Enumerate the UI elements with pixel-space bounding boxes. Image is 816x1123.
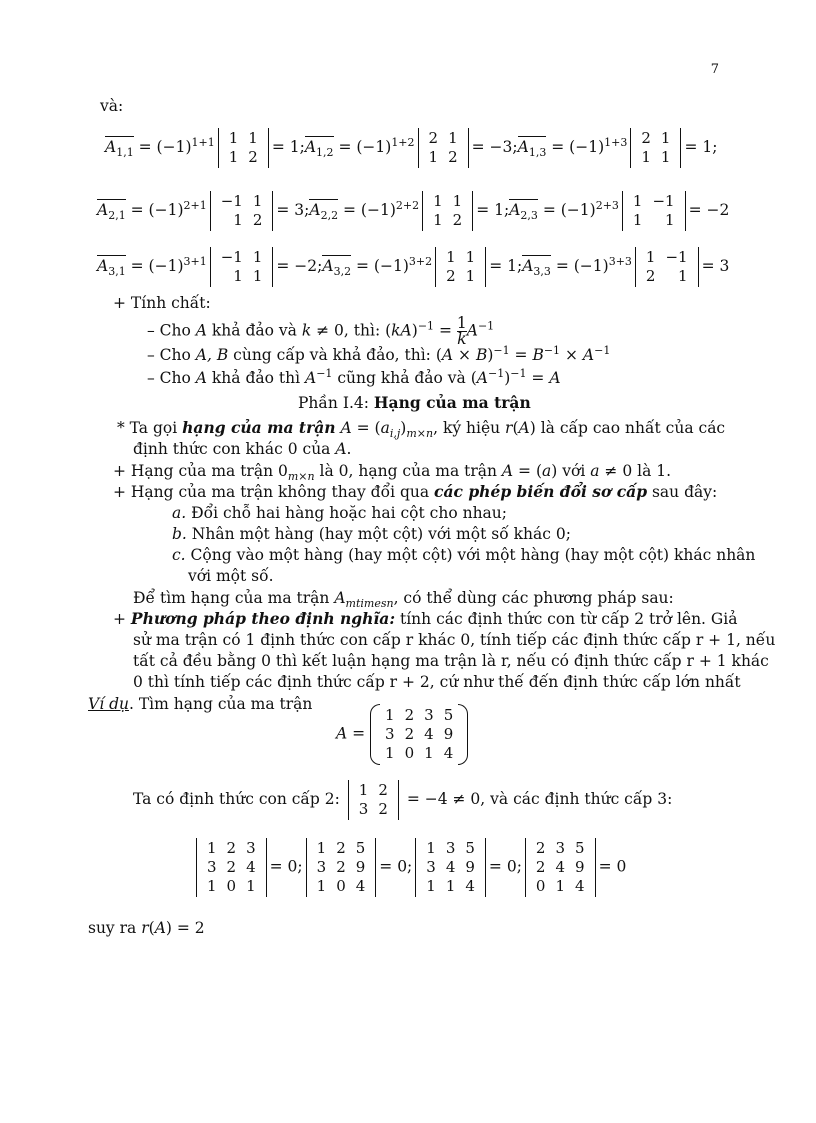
definition-line-2: định thức con khác 0 của A. xyxy=(133,440,352,458)
determinant-cell: −1 xyxy=(652,192,675,210)
determinant-cell: 1 xyxy=(555,877,566,895)
method-line-4: 0 thì tính tiếp các định thức cấp r + 2, cứ như thế đến định thức cấp lớn nhất xyxy=(133,673,741,691)
determinant-cell: 1 xyxy=(207,839,217,857)
determinant-cell: 3 xyxy=(358,800,369,818)
determinant xyxy=(635,247,699,287)
determinant-cell: 1 xyxy=(641,148,651,166)
determinant-cell: 1 xyxy=(233,267,243,285)
determinant xyxy=(622,191,686,231)
matrix-cell: 9 xyxy=(443,725,454,743)
determinant xyxy=(435,247,486,287)
determinant-cell: 1 xyxy=(678,267,688,285)
determinant-cell: 3 xyxy=(426,858,436,876)
determinant-cell: 2 xyxy=(336,858,346,876)
matrix-cell: 1 xyxy=(385,706,395,724)
determinant-cell: 2 xyxy=(448,148,458,166)
determinant-cell: 3 xyxy=(246,839,256,857)
determinant-cell: 1 xyxy=(446,248,456,266)
determinant-cell: 1 xyxy=(252,267,263,285)
determinant-cell: 1 xyxy=(246,877,256,895)
matrix-cell: 1 xyxy=(385,744,395,762)
determinant-value: = 0; xyxy=(488,857,522,876)
cofactor-term: $A_{2,3} = (-1)^{2+3}$ 1 −1 1 1 = −2 xyxy=(509,192,730,229)
determinant xyxy=(218,128,269,168)
determinant-value: = 0 xyxy=(598,857,627,876)
methods-intro: Để tìm hạng của ma trận $A_{mtimesn}$, có thể dùng các phương pháp sau: xyxy=(133,589,674,611)
matrix-a xyxy=(370,704,468,765)
determinant-cell: 1 xyxy=(428,148,439,166)
op-c-line-2: với một số. xyxy=(188,567,274,585)
determinant-cell: 1 xyxy=(452,192,463,210)
matrix-cell: 0 xyxy=(404,744,415,762)
determinant-cell: 1 xyxy=(228,129,239,147)
determinant-cell: 1 xyxy=(665,211,675,229)
op-c: c. Cộng vào một hàng (hay một cột) với một hàng (hay một cột) khác nhân xyxy=(172,546,756,564)
determinant-cell: 2 xyxy=(226,839,237,857)
determinant-cell: 0 xyxy=(226,877,237,895)
determinant-cell: 2 xyxy=(336,839,346,857)
determinant-cell: 1 xyxy=(316,877,327,895)
matrix-cell: 3 xyxy=(385,725,395,743)
determinant-cell: 4 xyxy=(575,877,585,895)
elementary-ops-paragraph: + Hạng của ma trận không thay đổi qua các phép biến đổi sơ cấp sau đây: xyxy=(113,482,718,501)
determinant-cell: 1 xyxy=(316,839,327,857)
determinant-cell: 2 xyxy=(535,839,546,857)
determinant-cell: 4 xyxy=(246,858,256,876)
determinant-cell: 2 xyxy=(248,148,258,166)
determinant-cell: 1 xyxy=(465,248,476,266)
determinant-cell: 9 xyxy=(355,858,366,876)
cofactor-term: $A_{3,2} = (-1)^{3+2}$ 1 1 2 1 = 1; xyxy=(322,248,523,285)
determinant-cell: 1 xyxy=(645,248,656,266)
determinant-cell: 2 xyxy=(378,800,388,818)
section-heading: Phần I.4: Hạng của ma trận xyxy=(298,393,531,412)
determinant-cell: 1 xyxy=(632,211,643,229)
cofactor-term: $A_{2,1} = (-1)^{2+1}$ −1 1 1 2 = 3; xyxy=(97,192,310,229)
determinant-cell: 1 xyxy=(233,211,243,229)
determinant-cell: 3 xyxy=(207,858,217,876)
determinant-value: = 0; xyxy=(269,857,303,876)
page-number: 7 xyxy=(710,62,719,77)
matrix-cell: 2 xyxy=(404,725,415,743)
op-b: b. Nhân một hàng (hay một cột) với một số khác 0; xyxy=(172,525,571,543)
determinant-cell: 4 xyxy=(445,858,456,876)
cofactor-term: $A_{3,3} = (-1)^{3+3}$ 1 −1 2 1 = 3 xyxy=(522,248,730,285)
rank-zero-paragraph: + Hạng của ma trận $0_{m\times n}$ là 0, hạng của ma trận A = (a) với a ≠ 0 là 1. xyxy=(113,462,672,484)
determinant-cell: 1 xyxy=(426,877,436,895)
determinant-cell: 2 xyxy=(535,858,546,876)
determinant-cell: 9 xyxy=(465,858,475,876)
matrix-cell: 5 xyxy=(443,706,454,724)
determinant-cell: 1 xyxy=(433,192,443,210)
determinant-cell: 5 xyxy=(355,839,366,857)
cofactor-row xyxy=(97,247,729,287)
properties-title: + Tính chất: xyxy=(113,294,211,312)
determinant xyxy=(422,191,473,231)
matrix-cell: 3 xyxy=(424,706,434,724)
determinant xyxy=(525,838,596,897)
determinant-cell: −1 xyxy=(665,248,688,266)
determinant-cell: 3 xyxy=(445,839,456,857)
determinant-cell: 1 xyxy=(445,877,456,895)
matrix-cell: 4 xyxy=(424,725,434,743)
sub-determinant xyxy=(348,780,399,820)
determinant-cell: 1 xyxy=(433,211,443,229)
determinant-cell: 1 xyxy=(252,192,263,210)
determinant-cell: 0 xyxy=(535,877,546,895)
determinant-cell: 0 xyxy=(336,877,346,895)
determinant xyxy=(306,838,377,897)
matrix-cell: 4 xyxy=(443,744,454,762)
determinant xyxy=(210,247,274,287)
cofactor-term: $A_{2,2} = (-1)^{2+2}$ 1 1 1 2 = 1; xyxy=(309,192,510,229)
determinant-cell: 1 xyxy=(448,129,458,147)
determinant-cell: 1 xyxy=(248,129,258,147)
determinant-cell: 1 xyxy=(252,248,263,266)
cofactor-term: $A_{1,2} = (-1)^{1+2}$ 2 1 1 2 = −3; xyxy=(304,129,518,166)
example-label: Ví dụ. Tìm hạng của ma trận xyxy=(88,695,313,713)
matrix-a-equation: A = 1 2 3 5 3 2 4 9 1 0 1 4 xyxy=(336,704,468,765)
method-definition: + Phương pháp theo định nghĩa: tính các định thức con từ cấp 2 trở lên. Giả xyxy=(113,609,738,628)
method-line-3: tất cả đều bằng 0 thì kết luận hạng ma trận là r, nếu có định thức cấp r + 1 khác xyxy=(133,652,769,670)
determinant-cell: 5 xyxy=(465,839,475,857)
determinant-cell: 1 xyxy=(632,192,643,210)
method-line-2: sử ma trận có 1 định thức con cấp r khác 0, tính tiếp các định thức cấp r + 1, nếu xyxy=(133,631,776,649)
cofactor-term: $A_{1,1} = (-1)^{1+1}$ 1 1 1 2 = 1; xyxy=(105,129,305,166)
determinant-value: = 0; xyxy=(379,857,413,876)
determinant-cell: 2 xyxy=(452,211,463,229)
determinant-cell: 2 xyxy=(446,267,456,285)
determinant-cell: 5 xyxy=(575,839,585,857)
determinant-cell: 2 xyxy=(428,129,439,147)
determinant-cell: 1 xyxy=(426,839,436,857)
determinant-cell: 4 xyxy=(465,877,475,895)
determinant-cell: 1 xyxy=(207,877,217,895)
cofactor-row xyxy=(97,191,729,231)
determinant-cell: 2 xyxy=(645,267,656,285)
matrix-cell: 2 xyxy=(404,706,415,724)
determinant-cell: −1 xyxy=(220,248,243,266)
sub-determinant-line: Ta có định thức con cấp 2: 1 2 3 2 = −4 ≠ 0, và các định thức cấp 3: xyxy=(133,781,673,818)
determinant-cell: 2 xyxy=(641,129,651,147)
cofactor-term: $A_{1,3} = (-1)^{1+3}$ 2 1 1 1 = 1; xyxy=(517,129,718,166)
determinant-cell: −1 xyxy=(220,192,243,210)
matrix-cell: 1 xyxy=(424,744,434,762)
determinant-cell: 3 xyxy=(555,839,566,857)
cofactor-term: $A_{3,1} = (-1)^{3+1}$ −1 1 1 1 = −2; xyxy=(97,248,323,285)
determinant-cell: 1 xyxy=(660,129,671,147)
intro-text: và: xyxy=(100,97,124,115)
determinant xyxy=(418,128,469,168)
third-order-determinants xyxy=(193,838,626,897)
determinant xyxy=(210,191,274,231)
determinant-cell: 9 xyxy=(575,858,585,876)
determinant-cell: 3 xyxy=(316,858,327,876)
determinant-cell: 2 xyxy=(252,211,263,229)
determinant-cell: 1 xyxy=(358,781,369,799)
property-2: – Cho A, B cùng cấp và khả đảo, thì: $(A \times B)^{-1} = B^{-1} \times A^{-1}$ xyxy=(147,344,611,365)
definition-paragraph: * Ta gọi hạng của ma trận $A = (a_{i,j})_{m\times n}$, ký hiệu r(A) là cấp cao nhất của các xyxy=(117,418,726,441)
determinant-cell: 1 xyxy=(465,267,476,285)
determinant-cell: 1 xyxy=(660,148,671,166)
determinant-cell: 2 xyxy=(226,858,237,876)
determinant-cell: 4 xyxy=(555,858,566,876)
determinant xyxy=(415,838,486,897)
property-1: – Cho A khả đảo và k ≠ 0, thì: (kA)$^{-1}$ = $\frac{1}{k}$ $A^{-1}$ xyxy=(147,314,495,348)
conclusion: suy ra r(A) = 2 xyxy=(88,919,205,937)
determinant-cell: 2 xyxy=(378,781,388,799)
op-a: a. Đổi chỗ hai hàng hoặc hai cột cho nhau; xyxy=(172,504,507,522)
determinant xyxy=(196,838,267,897)
determinant-cell: 4 xyxy=(355,877,366,895)
cofactor-row xyxy=(105,128,717,168)
determinant xyxy=(630,128,681,168)
determinant-cell: 1 xyxy=(228,148,239,166)
property-3: – Cho A khả đảo thì $A^{-1}$ cũng khả đảo và $(A^{-1})^{-1} = A$ xyxy=(147,367,561,388)
